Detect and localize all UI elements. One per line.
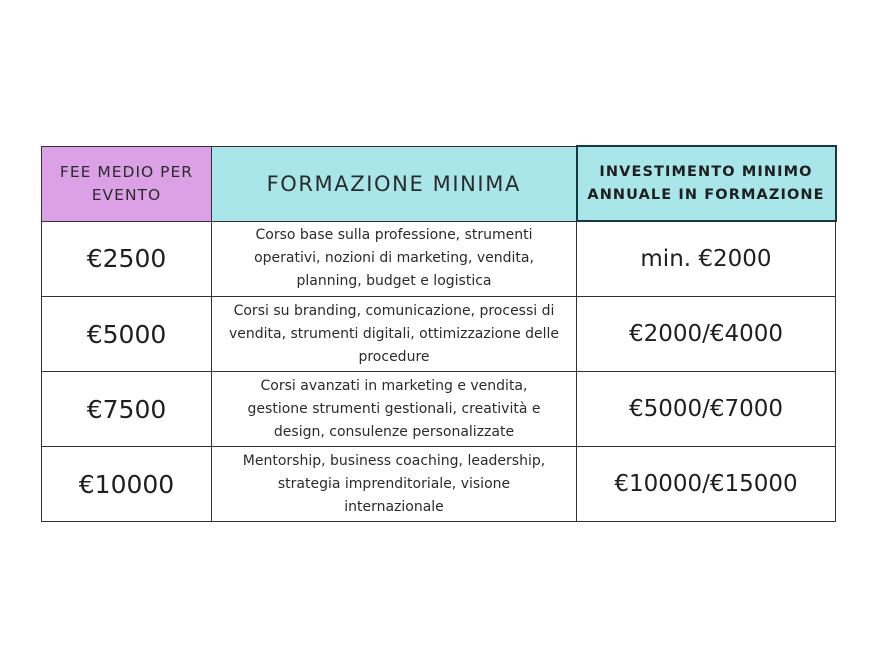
formazione-cell — [212, 447, 577, 522]
table-row — [42, 221, 836, 297]
formazione-line: procedure — [358, 348, 430, 365]
investimento-cell: €2000/€4000 — [577, 297, 836, 372]
formazione-line: Corsi avanzati in marketing e vendita, — [260, 377, 528, 394]
table-row — [42, 372, 836, 447]
formazione-line: planning, budget e logistica — [296, 273, 492, 290]
header-fee-line2: EVENTO — [91, 185, 162, 204]
fee-cell: €10000 — [42, 447, 212, 522]
header-investimento-minimo — [577, 146, 836, 221]
header-formazione-label: FORMAZIONE MINIMA — [266, 171, 521, 196]
formazione-cell — [212, 372, 577, 447]
formazione-line: Corsi su branding, comunicazione, processi di — [233, 302, 555, 319]
investimento-cell: €10000/€15000 — [577, 447, 836, 522]
formazione-line: gestione strumenti gestionali, creatività e — [247, 400, 541, 417]
formazione-cell — [212, 297, 577, 372]
formazione-cell — [212, 221, 577, 297]
table-row — [42, 447, 836, 522]
formazione-line: Corso base sulla professione, strumenti — [255, 227, 533, 244]
table-header-row — [42, 146, 836, 221]
formazione-line: design, consulenze personalizzate — [273, 423, 515, 440]
formazione-line: vendita, strumenti digitali, ottimizzazione delle — [228, 325, 560, 342]
formazione-line: internazionale — [344, 498, 444, 515]
fee-cell: €5000 — [42, 297, 212, 372]
table-row — [42, 297, 836, 372]
investimento-cell: min. €2000 — [577, 221, 836, 297]
formazione-line: Mentorship, business coaching, leadership, — [242, 452, 546, 469]
fee-cell: €2500 — [42, 221, 212, 297]
header-fee-line1: FEE MEDIO PER — [59, 162, 194, 181]
investimento-cell: €5000/€7000 — [577, 372, 836, 447]
header-investimento-line1: INVESTIMENTO MINIMO — [599, 163, 813, 180]
header-investimento-line2: ANNUALE IN FORMAZIONE — [587, 186, 825, 203]
formazione-line: strategia imprenditoriale, visione — [277, 475, 511, 492]
formazione-line: operativi, nozioni di marketing, vendita, — [254, 250, 534, 267]
fee-cell: €7500 — [42, 372, 212, 447]
header-fee-medio — [42, 146, 212, 221]
fee-formazione-table — [41, 145, 837, 522]
header-formazione-minima — [212, 146, 577, 221]
